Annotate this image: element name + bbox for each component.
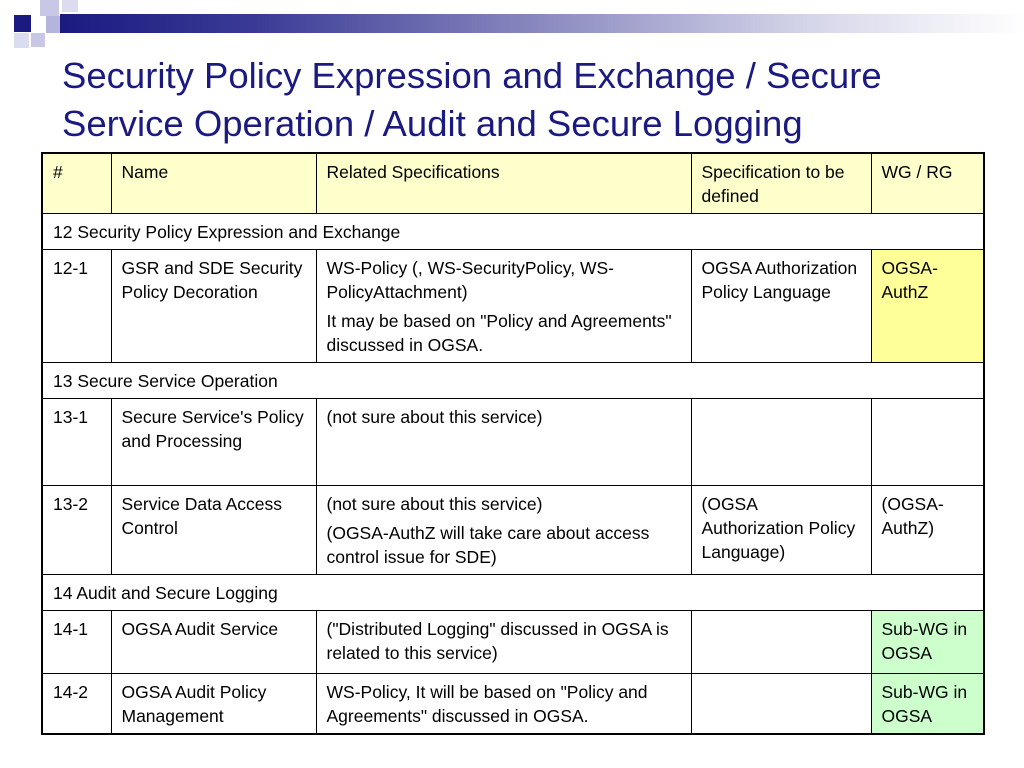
cell-num: 14-1 [42,611,111,674]
table-row [42,399,984,486]
cell-num: 13-1 [42,399,111,486]
cell-num: 12-1 [42,250,111,363]
section-title: 14 Audit and Secure Logging [42,575,984,611]
cell-spec: (OGSA Authorization Policy Language) [691,486,871,575]
cell-wg: OGSA-AuthZ [871,250,984,363]
related-text: (not sure about this service) [326,407,543,427]
spec-table [41,152,985,735]
header-cell-wg: WG / RG [871,153,984,214]
section-row [42,214,984,250]
table-row [42,250,984,363]
cell-related [316,674,691,735]
slide-title-line-2: Service Operation / Audit and Secure Logging [62,103,803,144]
section-title: 13 Secure Service Operation [42,363,984,399]
corner-square-light [14,33,29,48]
cell-related [316,486,691,575]
cell-num: 14-2 [42,674,111,735]
related-text: ("Distributed Logging" discussed in OGSA is related to this service) [326,619,669,663]
cell-related [316,611,691,674]
corner-square-light [46,16,60,33]
corner-square-light [62,0,78,12]
cell-wg [871,399,984,486]
related-text: It may be based on "Policy and Agreements" discussed in OGSA. [326,311,672,355]
slide-title-line-1: Security Policy Expression and Exchange / Secure [62,55,882,96]
cell-name: Service Data Access Control [111,486,316,575]
slide-title [62,52,992,148]
table-row [42,674,984,735]
related-text: WS-Policy (, WS-SecurityPolicy, WS-PolicyAttachment) [326,258,614,302]
cell-related [316,250,691,363]
cell-name: GSR and SDE Security Policy Decoration [111,250,316,363]
cell-spec [691,674,871,735]
header-cell-spec: Specification to be defined [691,153,871,214]
cell-name: Secure Service's Policy and Processing [111,399,316,486]
section-title: 12 Security Policy Expression and Exchange [42,214,984,250]
corner-square-light [31,33,45,47]
table-row [42,611,984,674]
cell-spec: OGSA Authorization Policy Language [691,250,871,363]
cell-name: OGSA Audit Policy Management [111,674,316,735]
cell-name: OGSA Audit Service [111,611,316,674]
header-band [60,14,1024,33]
header-cell-related: Related Specifications [316,153,691,214]
related-text: WS-Policy, It will be based on "Policy and Agreements" discussed in OGSA. [326,682,648,726]
cell-spec [691,399,871,486]
corner-square-navy [14,15,31,32]
related-text: (OGSA-AuthZ will take care about access control issue for SDE) [326,523,650,567]
table-header-row [42,153,984,214]
table-row [42,486,984,575]
header-cell-num: # [42,153,111,214]
cell-wg: Sub-WG in OGSA [871,674,984,735]
cell-wg: (OGSA-AuthZ) [871,486,984,575]
section-row [42,363,984,399]
cell-num: 13-2 [42,486,111,575]
cell-wg: Sub-WG in OGSA [871,611,984,674]
corner-square-light [40,0,59,16]
cell-related [316,399,691,486]
cell-spec [691,611,871,674]
header-cell-name: Name [111,153,316,214]
section-row [42,575,984,611]
related-text: (not sure about this service) [326,494,543,514]
